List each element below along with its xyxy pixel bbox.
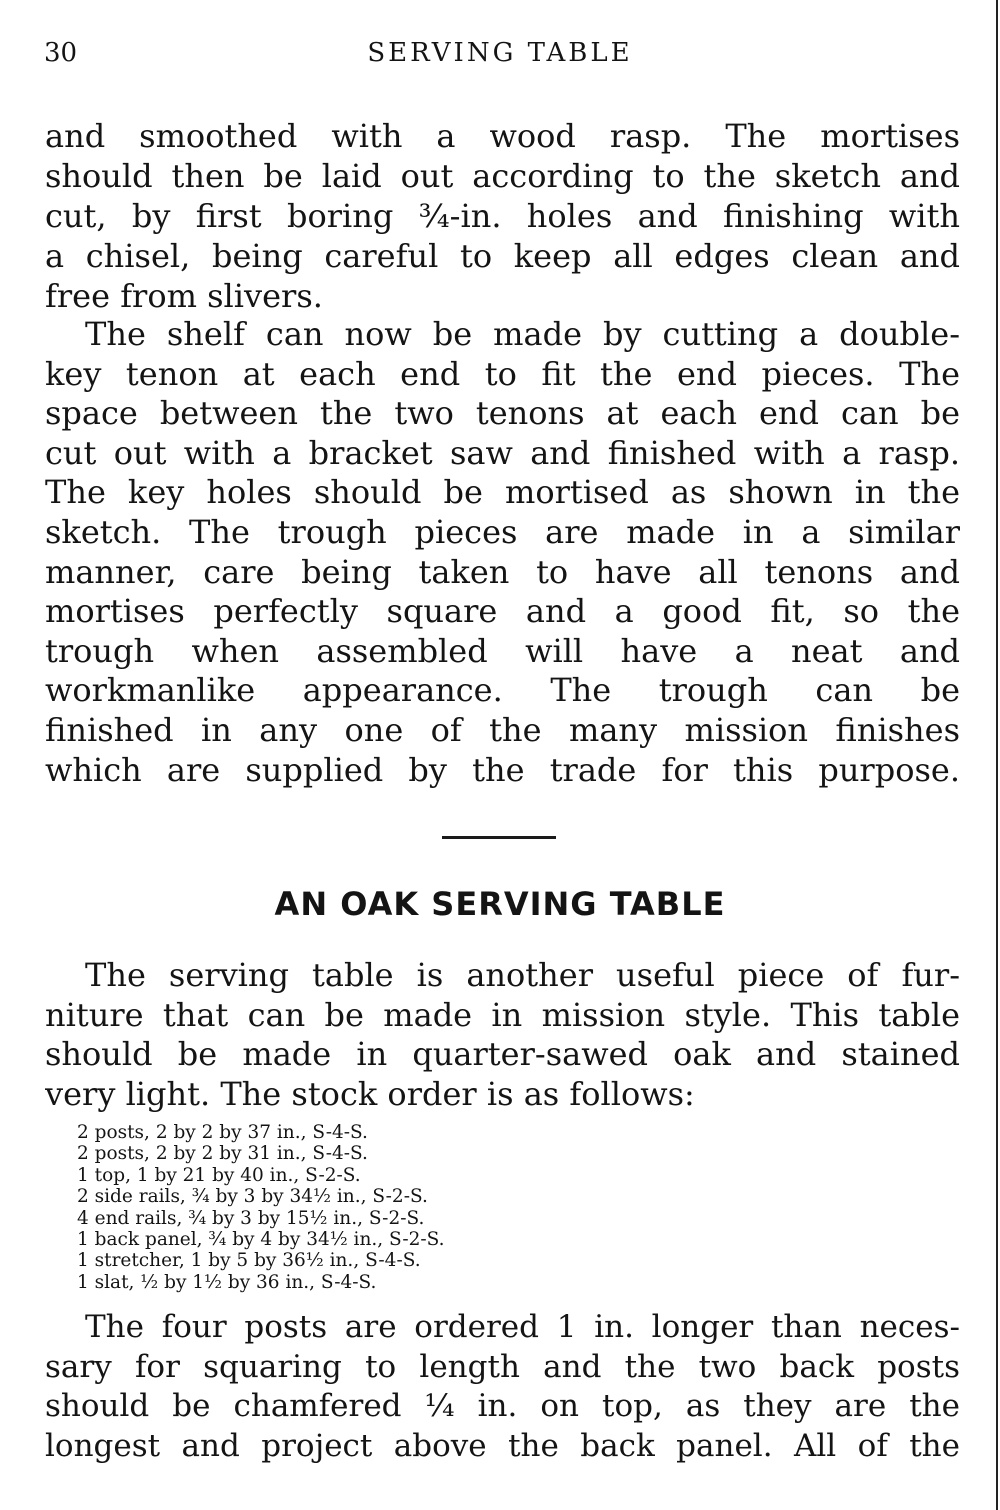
text-line: manner, care being taken to have all tenons and — [45, 552, 960, 591]
stock-item: 4 end rails, ¾ by 3 by 15½ in., S-2-S. — [77, 1207, 425, 1229]
page-edge — [996, 0, 998, 1510]
paragraph-continued — [45, 116, 960, 316]
text-line: and smoothed with a wood rasp. The mortises — [45, 117, 960, 155]
text-line: cut, by first boring ¾-in. holes and finishing with — [45, 197, 960, 235]
section-divider — [442, 836, 556, 839]
text-line: workmanlike appearance. The trough can be — [45, 671, 960, 710]
text-line: The serving table is another useful piece of fur- — [85, 956, 960, 994]
stock-item: 2 side rails, ¾ by 3 by 34½ in., S-2-S. — [77, 1186, 428, 1208]
stock-item: 1 slat, ½ by 1½ by 36 in., S-4-S. — [77, 1271, 377, 1293]
page-number: 30 — [44, 38, 78, 68]
stock-item: 1 back panel, ¾ by 4 by 34½ in., S-2-S. — [77, 1229, 445, 1251]
stock-order-list — [77, 1122, 445, 1293]
text-line: The four posts are ordered 1 in. longer than neces- — [85, 1309, 960, 1345]
text-line: The key holes should be mortised as shown in the — [45, 473, 960, 512]
text-line: should then be laid out according to the sketch and — [45, 157, 960, 195]
section-title: AN OAK SERVING TABLE — [274, 885, 726, 923]
running-title: SERVING TABLE — [367, 38, 633, 68]
text-line: which are supplied by the trade for this purpose. — [45, 750, 960, 789]
paragraph-shelf — [45, 315, 960, 790]
text-line: mortises perfectly square and a good fit, so the — [45, 592, 960, 631]
paragraph-intro — [45, 956, 960, 1114]
text-line: should be chamfered ¼ in. on top, as they are the — [45, 1388, 960, 1425]
text-line: should be made in quarter-sawed oak and stained — [45, 1035, 960, 1073]
text-line: niture that can be made in mission style. This table — [45, 995, 960, 1034]
text-line: cut out with a bracket saw and finished with a rasp. — [45, 433, 960, 472]
text-line: very light. The stock order is as follows: — [45, 1074, 695, 1113]
stock-item: 2 posts, 2 by 2 by 31 in., S-4-S. — [77, 1143, 368, 1165]
text-line: sary for squaring to length and the two back posts — [45, 1348, 960, 1385]
stock-item: 1 stretcher, 1 by 5 by 36½ in., S-4-S. — [77, 1250, 421, 1272]
text-line: longest and project above the back panel. All of the — [45, 1427, 960, 1464]
text-line: a chisel, being careful to keep all edges clean and — [45, 237, 960, 275]
text-line: sketch. The trough pieces are made in a similar — [45, 512, 960, 551]
stock-item: 1 top, 1 by 21 by 40 in., S-2-S. — [77, 1164, 361, 1186]
stock-item: 2 posts, 2 by 2 by 37 in., S-4-S. — [77, 1122, 368, 1143]
paragraph-posts — [45, 1308, 960, 1466]
text-line: finished in any one of the many mission finishes — [45, 710, 960, 749]
text-line: space between the two tenons at each end can be — [45, 394, 960, 433]
text-line: free from slivers. — [45, 277, 323, 315]
text-line: The shelf can now be made by cutting a double- — [85, 315, 960, 353]
text-line: trough when assembled will have a neat and — [45, 631, 960, 670]
text-line: key tenon at each end to fit the end pieces. The — [45, 354, 960, 393]
